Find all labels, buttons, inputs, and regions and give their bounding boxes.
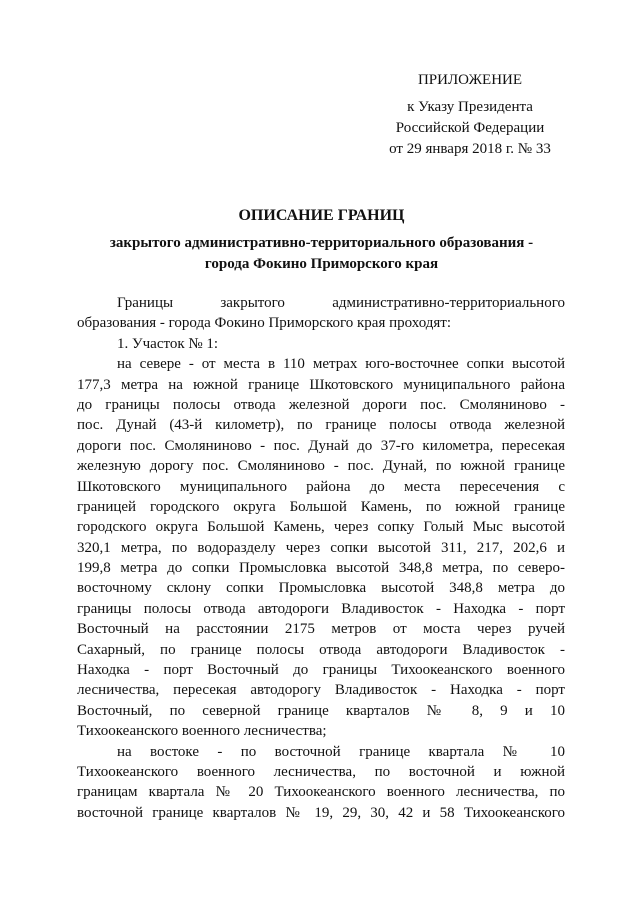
body-line: Шкотовского муниципального района до места пересечения с [77,478,565,495]
section-heading: 1. Участок № 1: [117,335,219,352]
body-line: Находка - порт Восточный до границы Тихоокеанского военного [77,662,565,679]
body-line: Тихоокеанского военного лесничества; [77,723,327,740]
body-line: Тихоокеанского военного лесничества, по восточной и южной [77,763,565,780]
body-line: 177,3 метра на южной границе Шкотовского муниципального района [77,376,565,393]
appendix-line: Российской Федерации [395,120,545,136]
body-line: на востоке - по восточной границе квартала № 10 [117,743,565,760]
document-subtitle-line-2: города Фокино Приморского края [204,256,439,272]
body-line: 199,8 метра до сопки Промысловка высотой 348,8 метра, по северо- [77,560,565,577]
body-line: границам квартала № 20 Тихоокеанского военного лесничества, по [77,784,565,801]
body-line: городского округа Большой Камень, через сопку Голый Мыс высотой [77,519,565,536]
document-subtitle-line-1: закрытого административно-территориального образования - [109,235,534,251]
body-line: Границы закрытого административно-территориального [117,295,565,311]
body-text [77,293,565,823]
body-line: до границы полосы отвода железной дороги пос. Смоляниново - [77,396,565,413]
body-line: восточной границе кварталов № 19, 29, 30, 42 и 58 Тихоокеанского [77,804,565,821]
body-line: Восточный на расстоянии 2175 метров от моста через ручей [77,621,565,638]
appendix-title: ПРИЛОЖЕНИЕ [417,72,523,88]
body-line: 320,1 метра, по водоразделу через сопки высотой 311, 217, 202,6 и [77,539,565,556]
body-line: образования - города Фокино Приморского края проходят: [77,315,452,332]
body-line: лесничества, пересекая автодорогу Владивосток - Находка - порт [77,682,565,699]
body-line: дороги пос. Смоляниново - пос. Дунай до 37-го километра, пересекая [77,437,565,454]
body-line: восточному склону сопки Промысловка высотой 348,8 метра до [77,580,565,597]
appendix-block [358,70,582,160]
appendix-date: от 29 января 2018 г. № 33 [389,141,551,157]
body-line: на севере - от места в 110 метрах юго-восточнее сопки высотой [117,356,565,373]
body-line: пос. Дунай (43-й километр), по границе полосы отвода железной [77,417,565,434]
body-line: границы полосы отвода автодороги Владивосток - Находка - порт [77,600,565,617]
body-line: Восточный, по северной границе кварталов № 8, 9 и 10 [77,702,565,719]
body-line: железную дорогу пос. Смоляниново - пос. Дунай, по южной границе [77,458,565,475]
body-line: Сахарный, по границе полосы отвода автодороги Владивосток - [77,641,565,658]
appendix-line: к Указу Президента [407,99,533,115]
document-title: ОПИСАНИЕ ГРАНИЦ [238,207,405,224]
body-line: границей городского округа Большой Камень, по южной границе [77,498,565,515]
